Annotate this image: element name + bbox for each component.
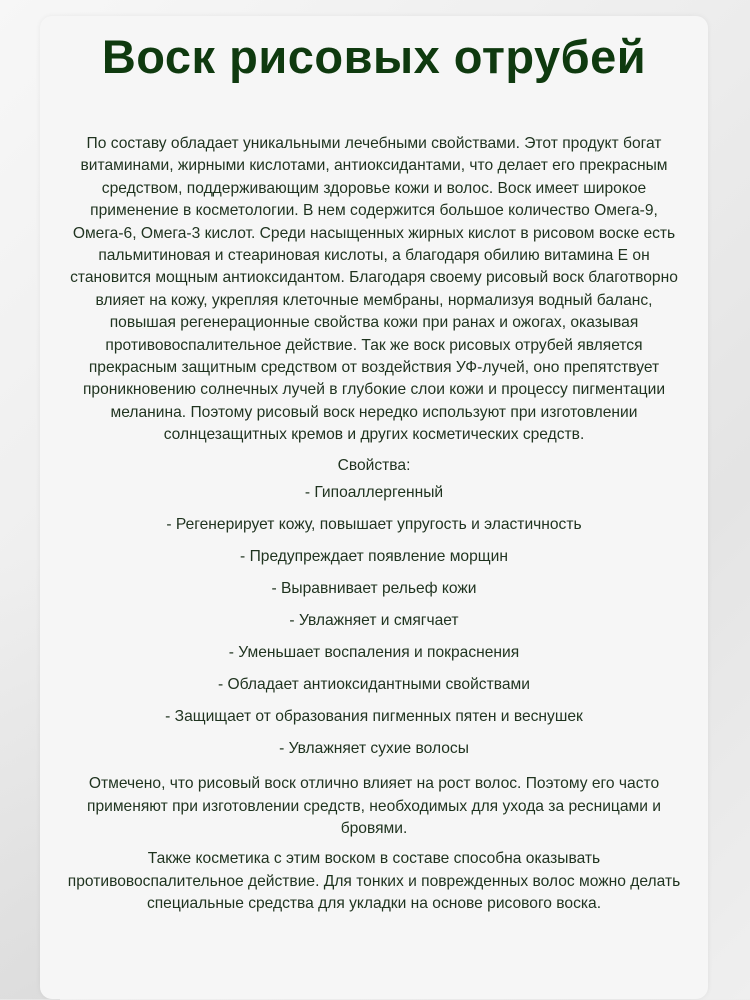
property-item: - Гипоаллергенный	[304, 484, 444, 502]
property-item: - Выравнивает рельеф кожи	[271, 580, 477, 598]
properties-list	[66, 477, 682, 765]
property-item: - Обладает антиоксидантными свойствами	[218, 676, 530, 694]
property-item: - Регенерирует кожу, повышает упругость и эластичность	[166, 516, 582, 534]
property-item: - Уменьшает воспаления и покраснения	[228, 644, 520, 662]
hair-growth-paragraph: Отмечено, что рисовый воск отлично влияет на рост волос. Поэтому его часто применяют при изготовлении средств, необходимых для ухода за ресницами и бровями.	[87, 775, 661, 837]
properties-heading: Свойства:	[337, 456, 411, 474]
anti-inflammatory-paragraph: Также косметика с этим воском в составе способна оказывать противовоспалительное действие. Для тонких и поврежденных волос можно делать специальные средства для укладки на основе рисового воска.	[67, 850, 681, 913]
property-item: - Увлажняет сухие волосы	[279, 740, 469, 758]
content-card	[40, 16, 708, 999]
property-item: - Защищает от образования пигменных пятен и веснушек	[165, 708, 583, 726]
page-title: Воск рисовых отрубей	[101, 30, 647, 83]
intro-paragraph: По составу обладает уникальными лечебными свойствами. Этот продукт богат витаминами, жирными кислотами, антиоксидантами, что делает его прекрасным средством, поддерживающим здоровье кожи и волос. Воск имеет широкое применение в косметологии. В нем содержится большое количество Омега-9, Омега-6, Омега-3 кислот. Среди насыщенных жирных кислот в рисовом воске есть пальмитиновая и стеариновая кислоты, а благодаря обилию витамина Е он становится мощным антиоксидантом. Благодаря своему рисовый воск благотворно влияет на кожу, укрепляя клеточные мембраны, нормализуя водный баланс, повышая регенерационные свойства кожи при ранах и ожогах, оказывая противовоспалительное действие. Так же воск рисовых отрубей является прекрасным защитным средством от воздействия УФ-лучей, оно препятствует проникновению солнечных лучей в глубокие слои кожи и процессу пигментации меланина. Поэтому рисовый воск нередко используют при изготовлении солнцезащитных кремов и других косметических средств.	[70, 135, 678, 444]
property-item: - Увлажняет и смягчает	[289, 612, 459, 630]
property-item: - Предупреждает появление морщин	[240, 548, 508, 566]
